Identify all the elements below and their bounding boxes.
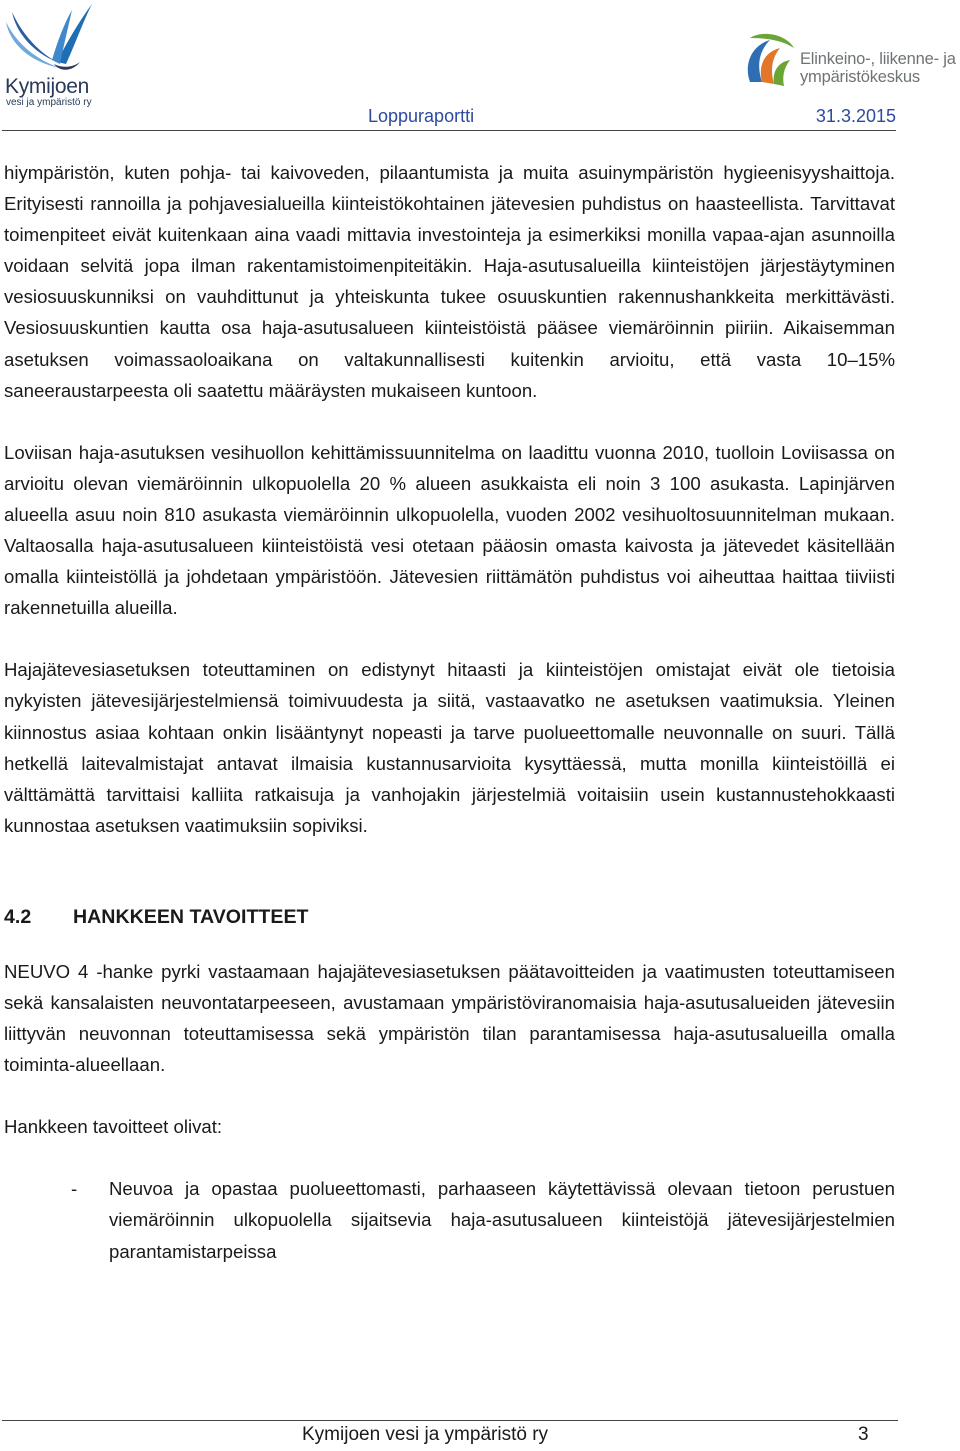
report-date: 31.3.2015 bbox=[815, 106, 896, 126]
logo-org-name: Kymijoen bbox=[5, 75, 89, 98]
bird-logo-icon bbox=[2, 2, 94, 74]
section-number: 4.2 bbox=[4, 905, 32, 928]
goals-intro: Hankkeen tavoitteet olivat: bbox=[4, 1116, 223, 1138]
ely-emblem-icon bbox=[742, 32, 798, 94]
header-divider bbox=[2, 130, 896, 131]
ely-logo bbox=[742, 32, 958, 94]
paragraph-3: Hajajätevesiasetuksen toteuttaminen on edistynyt hitaasti ja kiinteistöjen omistajat eivät ole tietoisia nykyisten jätevesijärjestelmiensä toimivuudesta ja siitä, vastaavatko ne asetuksen vaatimuksia. Yleinen kiinnostus asiaa kohtaan onkin lisääntynyt nopeasti ja tarve puolueettomalle neuvonnalle on suuri. Tällä hetkellä laitevalmistajat antavat ilmaisia kustannusarvioita kysyttäessä, mutta monilla kiinteistöillä ei välttämättä tarvittaisi kalliita ratkaisuja ja vanhojakin järjestelmiä voitaisiin usein kustannustehokkaasti kunnostaa asetuksen vaatimuksiin sopiviksi. bbox=[4, 659, 895, 836]
report-title: Loppuraportti bbox=[368, 106, 475, 126]
section-paragraph: NEUVO 4 -hanke pyrki vastaamaan hajajätevesiasetuksen päätavoitteiden ja vaatimusten toteuttamiseen sekä kansalaisten neuvontatarpeeseen, avustamaan ympäristöviranomaisia haja-asutusalueiden jätevesiin liittyvän neuvonnan toteuttamisessa sekä ympäristön tilan parantamisessa haja-asutusalueilla omalla toiminta-alueellaan. bbox=[4, 960, 895, 1076]
ely-logo-line1: Elinkeino-, liikenne- ja bbox=[800, 50, 956, 68]
footer-divider bbox=[2, 1420, 898, 1421]
ely-logo-line2: ympäristökeskus bbox=[800, 68, 920, 86]
list-dash: - bbox=[71, 1178, 78, 1200]
page-number: 3 bbox=[858, 1424, 869, 1445]
kymijoen-logo bbox=[2, 2, 94, 106]
paragraph-1: hiympäristön, kuten pohja- tai kaivoveden, pilaantumista ja muita asuinympäristön hygieenisyyshaittoja. Erityisesti rannoilla ja pohjavesialueilla kiinteistökohtainen jätevesien puhdistus on haasteellista. Tarvittavat toimenpiteet eivät kuitenkaan aina vaadi mittavia investointeja ja esimerkiksi monilla vapaa-ajan asunnoilla voidaan selvitä jopa ilman rakentamistoimenpiteitäkin. Haja-asutusalueilla kiinteistöjen järjestäytyminen vesiosuuskunniksi on vauhdittunut ja yhteiskunta tukee osuuskuntien rakennushankkeita merkittävästi. Vesiosuuskuntien kautta osa haja-asutusalueen kiinteistöistä pääsee viemäröinnin piiriin. Aikaisemman asetuksen voimassaoloaikana on valtakunnallisesti kuitenkin arvioitu, että vasta 10–15% saneeraustarpeesta oli saatettu määräysten mukaiseen kuntoon. bbox=[4, 162, 895, 401]
footer-org: Kymijoen vesi ja ympäristö ry bbox=[302, 1424, 549, 1445]
section-title: HANKKEEN TAVOITTEET bbox=[73, 905, 309, 928]
page-content bbox=[4, 157, 895, 1267]
paragraph-2: Loviisan haja-asutuksen vesihuollon kehittämissuunnitelma on laadittu vuonna 2010, tuolloin Loviisassa on arvioitu olevan viemäröinnin ulkopuolella 20 % alueen asukkaista eli noin 3 100 asukasta. Lapinjärven alueella asuu noin 810 asukasta viemäröinnin ulkopuolella, vuoden 2002 vesihuoltosuunnitelman mukaan. Valtaosalla haja-asutusalueen kiinteistöistä vesi otetaan pääosin omasta kaivosta ja jätevedet käsitellään omalla kiinteistöllä ja johdetaan ympäristöön. Jätevesien riittämätön puhdistus voi aiheuttaa haittaa tiiviisti rakennetuilla alueilla. bbox=[4, 441, 895, 619]
goal-text: Neuvoa ja opastaa puolueettomasti, parhaaseen käytettävissä olevaan tietoon perustuen viemäröinnin ulkopuolella sijaitsevia haja-asutusalueen kiinteistöjä jätevesijärjestelmien parantamistarpeissa bbox=[109, 1178, 895, 1262]
list-item bbox=[4, 1173, 895, 1266]
goals-list bbox=[4, 1173, 895, 1266]
section-heading bbox=[4, 902, 895, 933]
logo-org-subtitle: vesi ja ympäristö ry bbox=[6, 97, 92, 108]
